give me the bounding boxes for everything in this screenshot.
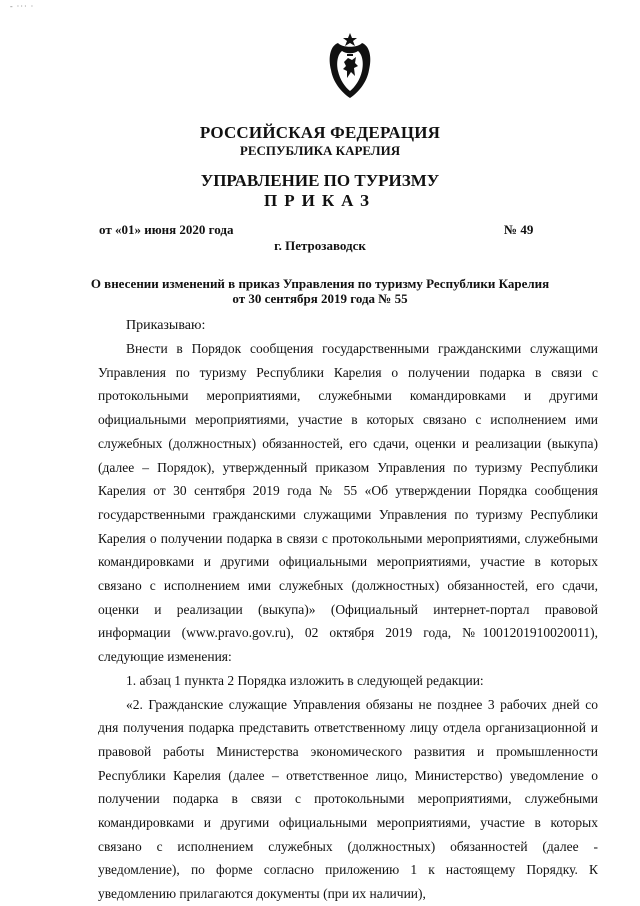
document-type: ПРИКАЗ xyxy=(264,191,376,210)
order-date: от «01» июня 2020 года xyxy=(99,222,234,237)
order-directive: Приказываю: xyxy=(126,318,206,333)
order-subject-line: О внесении изменений в приказ Управления по туризму Республики Карелия xyxy=(90,276,550,291)
body-paragraph: «2. Гражданские служащие Управления обязаны не позднее 3 рабочих дней со дня получения подарка представить ответственному лицу отдела организационной и правовой работы Министерства экономического развития и промышленности Республики Карелия (далее – ответственное лицо, Министерство) уведомление о получении подарка в связи с протокольными мероприятиями, служебными командировками и другими официальными мероприятиями, участие в которых связано с исполнением служебных (должностных) обязанностей (далее - уведомление), по форме согласно приложению 1 к настоящему Порядку. К уведомлению прилагаются документы (при их наличии), xyxy=(98,696,598,902)
order-number: № 49 xyxy=(504,222,534,237)
republic-title: РЕСПУБЛИКА КАРЕЛИЯ xyxy=(239,143,401,158)
order-city: г. Петрозаводск xyxy=(274,238,366,253)
federation-title: РОССИЙСКАЯ ФЕДЕРАЦИЯ xyxy=(199,123,441,142)
coat-of-arms-karelia-icon xyxy=(325,32,375,102)
order-body xyxy=(98,337,598,906)
scan-artifact: ‑ ··· · xyxy=(10,2,35,11)
order-subject xyxy=(80,276,560,306)
department-title: УПРАВЛЕНИЕ ПО ТУРИЗМУ xyxy=(200,171,440,190)
order-subject-line: от 30 сентября 2019 года № 55 xyxy=(232,291,408,306)
body-paragraph: 1. абзац 1 пункта 2 Порядка изложить в следующей редакции: xyxy=(126,672,484,688)
body-paragraph: Внести в Порядок сообщения государственными гражданскими служащими Управления по туризму Республики Карелия о получении подарка в связи с протокольными мероприятиями, служебными командировками и другими официальными мероприятиями, участие в которых связано с исполнением ими служебных (должностных) обязанностей, его сдачи, оценки и реализации (выкупа) (далее – Порядок), утвержденный приказом Управления по туризму Республики Карелия от 30 сентября 2019 года № 55 «Об утверждении Порядка сообщения государственными гражданскими служащими Управления по туризму Республики Карелия о получении подарка в связи с протокольными мероприятиями, служебными командировками и другими официальными мероприятиями, участие в которых связано с исполнением ими служебных (должностных) обязанностей, его сдачи, оценки и реализации (выкупа)» (Официальный интернет-портал правовой информации (www.pravo.gov.ru), 02 октября 2019 года, №1001201910020011), следующие изменения: xyxy=(98,341,598,665)
